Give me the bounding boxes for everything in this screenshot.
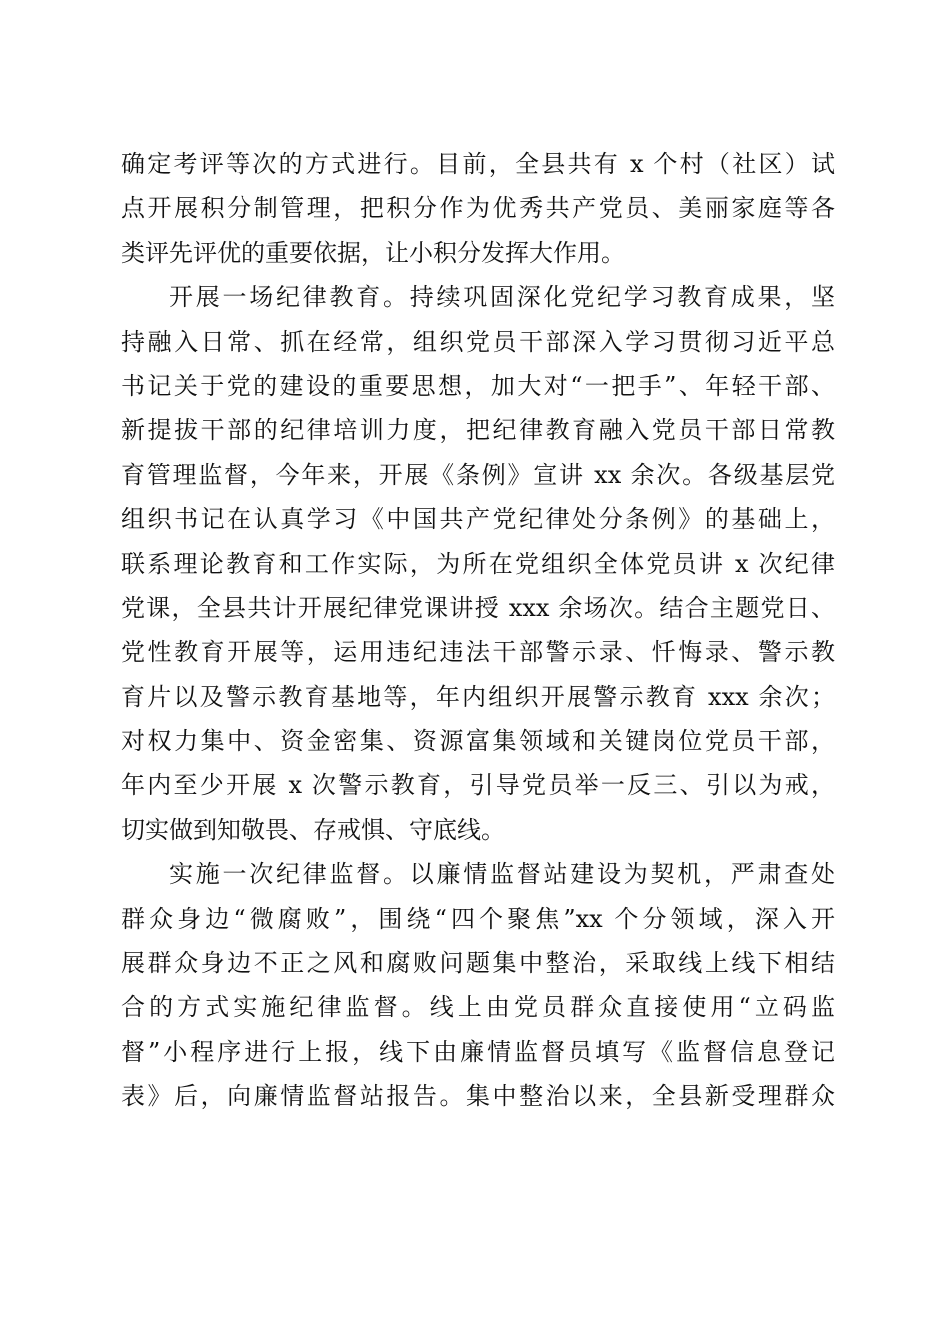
text-line: 育片以及警示教育基地等，年内组织开展警示教育 xxx 余次； [121, 682, 835, 711]
text-line: 合的方式实施纪律监督。线上由党员群众直接使用“立码监 [121, 993, 835, 1022]
text-line: 切实做到知敬畏、存戒惧、守底线。 [121, 815, 505, 844]
text-line: 联系理论教育和工作实际，为所在党组织全体党员讲 x 次纪律 [121, 549, 835, 578]
text-line: 确定考评等次的方式进行。目前，全县共有 x 个村（社区）试 [121, 150, 835, 178]
document-body [121, 142, 835, 1119]
text-line: 组织书记在认真学习《中国共产党纪律处分条例》的基础上， [121, 505, 835, 534]
text-line: 党性教育开展等，运用违纪违法干部警示录、忏悔录、警示教 [121, 638, 835, 667]
text-line: 点开展积分制管理，把积分作为优秀共产党员、美丽家庭等各 [121, 194, 835, 223]
text-line: 类评先评优的重要依据，让小积分发挥大作用。 [121, 238, 625, 267]
text-line: 持融入日常、抓在经常，组织党员干部深入学习贯彻习近平总 [121, 327, 835, 356]
paragraph-heading-line: 实施一次纪律监督。以廉情监督站建设为契机，严肃查处 [169, 860, 835, 889]
text-line: 党课，全县共计开展纪律党课讲授 xxx 余场次。结合主题党日、 [121, 593, 835, 622]
text-line: 督”小程序进行上报，线下由廉情监督员填写《监督信息登记 [121, 1037, 835, 1066]
text-line: 展群众身边不正之风和腐败问题集中整治，采取线上线下相结 [121, 949, 835, 978]
text-line: 表》后，向廉情监督站报告。集中整治以来，全县新受理群众 [121, 1082, 835, 1111]
text-line: 年内至少开展 x 次警示教育，引导党员举一反三、引以为戒， [121, 771, 835, 800]
text-line: 对权力集中、资金密集、资源富集领域和关键岗位党员干部， [121, 727, 835, 756]
text-line: 群众身边“微腐败”，围绕“四个聚焦”xx 个分领域，深入开 [121, 904, 835, 933]
text-line: 新提拔干部的纪律培训力度，把纪律教育融入党员干部日常教 [121, 416, 835, 445]
text-line: 书记关于党的建设的重要思想，加大对“一把手”、年轻干部、 [121, 371, 835, 400]
paragraph-heading-line: 开展一场纪律教育。持续巩固深化党纪学习教育成果，坚 [169, 283, 835, 312]
text-line: 育管理监督，今年来，开展《条例》宣讲 xx 余次。各级基层党 [121, 460, 835, 489]
